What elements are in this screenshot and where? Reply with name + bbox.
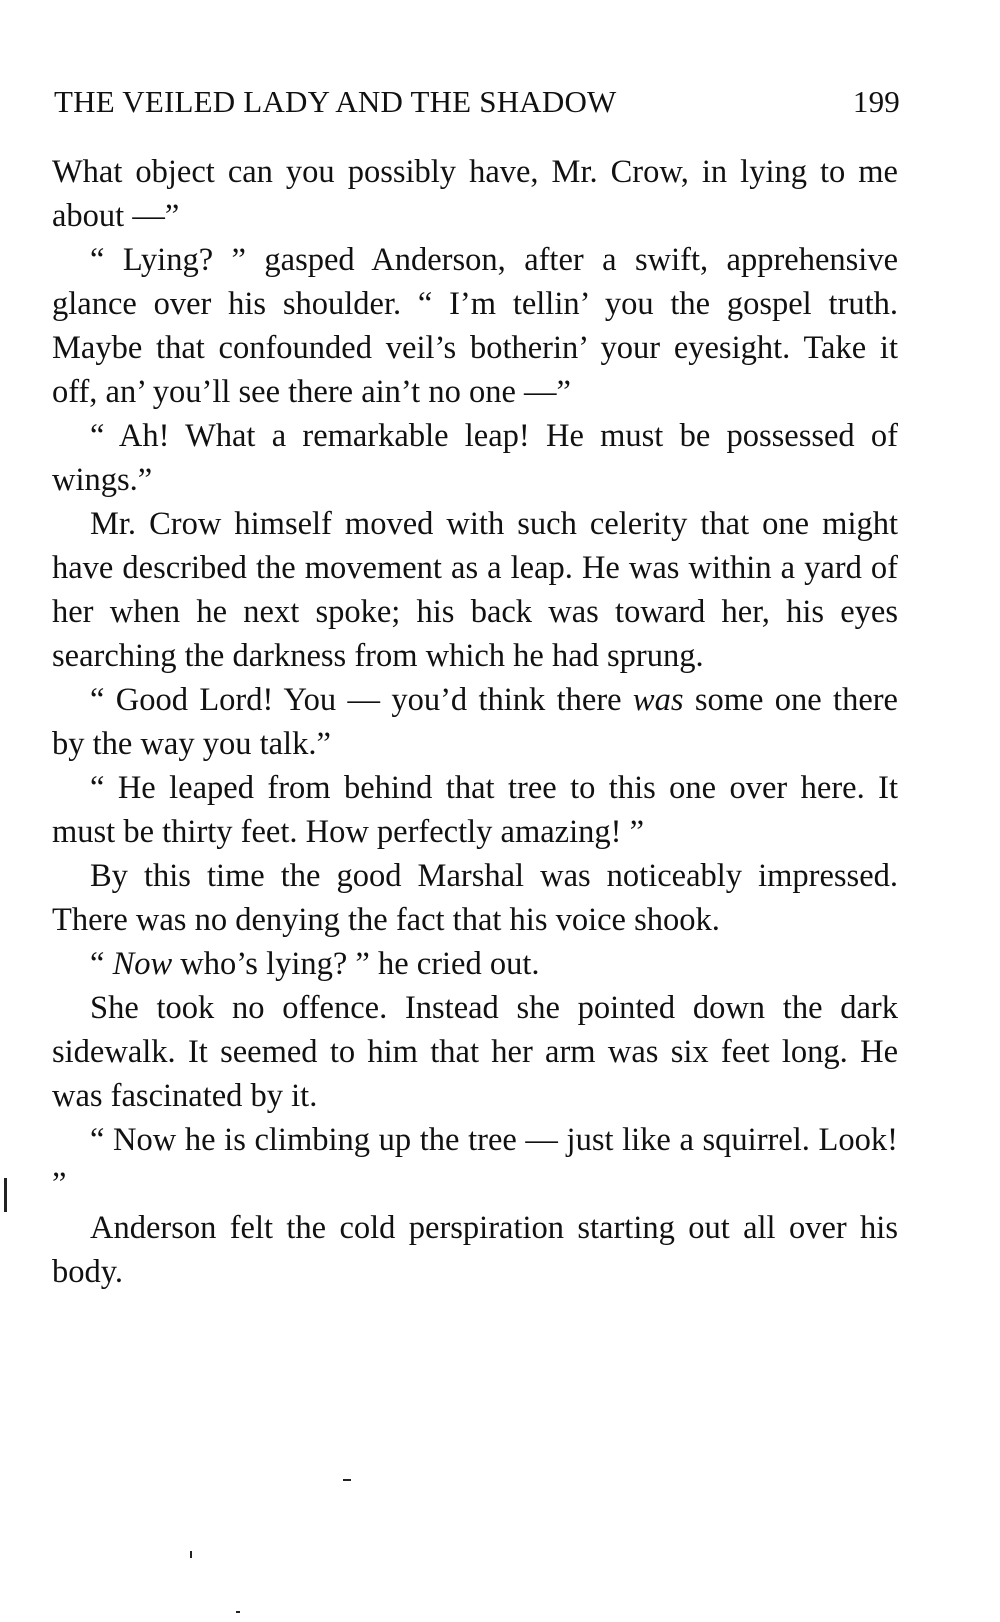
paragraph-text: “ Good Lord! You — you’d think there	[90, 682, 633, 718]
paragraph	[52, 942, 898, 986]
paragraph: By this time the good Marshal was noticeably impressed. There was no denying the fact that his voice shook.	[52, 858, 898, 938]
paragraph: What object can you possibly have, Mr. Crow, in lying to me about —”	[52, 154, 898, 234]
italic-text: Now	[112, 946, 173, 982]
body-text	[52, 150, 898, 1294]
scan-mark	[236, 1611, 240, 1613]
italic-text: was	[632, 682, 684, 718]
paragraph: Mr. Crow himself moved with such celerity that one might have described the movement as a leap. He was within a yard of her when he next spoke; his back was toward her, his eyes searching the darkness from which he had sprung.	[52, 506, 898, 674]
paragraph	[52, 678, 898, 766]
scan-mark	[343, 1479, 351, 1481]
running-head-title: THE VEILED LADY AND THE SHADOW	[54, 84, 617, 119]
scan-mark	[190, 1551, 192, 1558]
paragraph-text: “	[90, 946, 113, 982]
paragraph-text: some one there by the way you talk.”	[52, 682, 898, 762]
scan-mark	[4, 1178, 7, 1212]
paragraph: Anderson felt the cold perspiration starting out all over his body.	[52, 1210, 898, 1290]
paragraph: “ He leaped from behind that tree to this one over here. It must be thirty feet. How perfectly amazing! ”	[52, 770, 898, 850]
paragraph: She took no offence. Instead she pointed down the dark sidewalk. It seemed to him that her arm was six feet long. He was fascinated by it.	[52, 990, 898, 1114]
paragraph: “ Now he is climbing up the tree — just like a squirrel. Look! ”	[52, 1122, 898, 1202]
page-number: 199	[852, 84, 900, 119]
paragraph-text: who’s lying? ” he cried out.	[172, 946, 540, 982]
paragraph: “ Lying? ” gasped Anderson, after a swift, apprehensive glance over his shoulder. “ I’m tellin’ you the gospel truth. Maybe that confounded veil’s botherin’ your eyesight. Take it off, an’ you’ll see there ain’t no one —”	[52, 242, 898, 410]
running-head	[54, 78, 900, 126]
paragraph: “ Ah! What a remarkable leap! He must be possessed of wings.”	[52, 418, 898, 498]
